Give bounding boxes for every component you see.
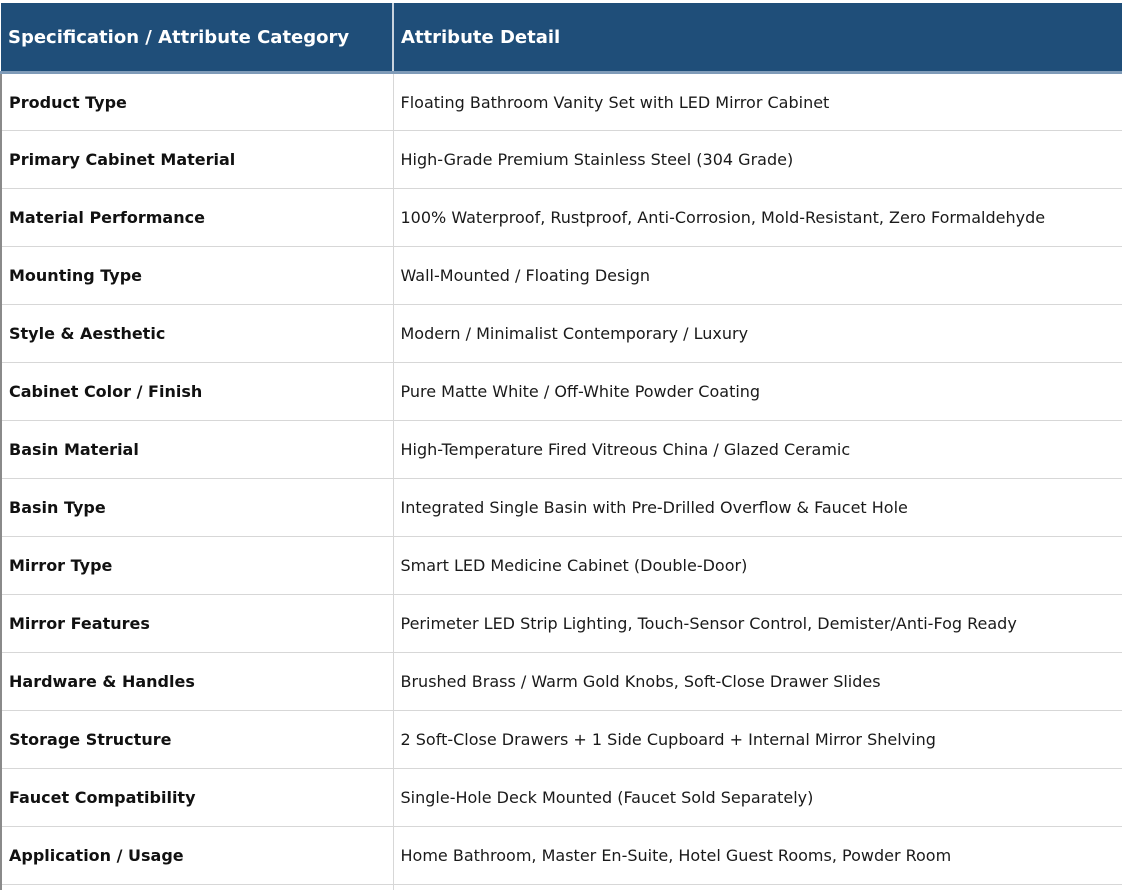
- category-cell: Basin Material: [1, 421, 393, 479]
- category-cell: [1, 885, 393, 890]
- category-cell: Basin Type: [1, 479, 393, 537]
- category-cell: Style & Aesthetic: [1, 305, 393, 363]
- detail-cell: Brushed Brass / Warm Gold Knobs, Soft-Close Drawer Slides: [393, 653, 1122, 711]
- table-header-row: [1, 2, 1122, 73]
- category-cell: Mirror Features: [1, 595, 393, 653]
- category-cell: Faucet Compatibility: [1, 769, 393, 827]
- table-body: [1, 73, 1122, 890]
- table-row: [1, 189, 1122, 247]
- table-row: [1, 595, 1122, 653]
- detail-cell: 100% Waterproof, Rustproof, Anti-Corrosion, Mold-Resistant, Zero Formaldehyde: [393, 189, 1122, 247]
- table-row: [1, 421, 1122, 479]
- table-row: [1, 247, 1122, 305]
- category-cell: Product Type: [1, 73, 393, 131]
- category-cell: Application / Usage: [1, 827, 393, 885]
- table-row: [1, 827, 1122, 885]
- detail-cell: Single-Hole Deck Mounted (Faucet Sold Separately): [393, 769, 1122, 827]
- category-cell: Cabinet Color / Finish: [1, 363, 393, 421]
- detail-cell: [393, 885, 1122, 890]
- column-header-category: Specification / Attribute Category: [1, 2, 393, 73]
- table-row: [1, 479, 1122, 537]
- category-cell: Material Performance: [1, 189, 393, 247]
- detail-cell: Integrated Single Basin with Pre-Drilled Overflow & Faucet Hole: [393, 479, 1122, 537]
- detail-cell: Floating Bathroom Vanity Set with LED Mirror Cabinet: [393, 73, 1122, 131]
- category-cell: Primary Cabinet Material: [1, 131, 393, 189]
- table-row: [1, 769, 1122, 827]
- table-row: [1, 73, 1122, 131]
- detail-cell: High-Grade Premium Stainless Steel (304 Grade): [393, 131, 1122, 189]
- table-row: [1, 363, 1122, 421]
- table-row: [1, 885, 1122, 890]
- detail-cell: Perimeter LED Strip Lighting, Touch-Sensor Control, Demister/Anti-Fog Ready: [393, 595, 1122, 653]
- category-cell: Hardware & Handles: [1, 653, 393, 711]
- detail-cell: Modern / Minimalist Contemporary / Luxury: [393, 305, 1122, 363]
- category-cell: Mirror Type: [1, 537, 393, 595]
- table-row: [1, 131, 1122, 189]
- detail-cell: Home Bathroom, Master En-Suite, Hotel Guest Rooms, Powder Room: [393, 827, 1122, 885]
- table-row: [1, 711, 1122, 769]
- detail-cell: Wall-Mounted / Floating Design: [393, 247, 1122, 305]
- table-row: [1, 653, 1122, 711]
- detail-cell: Smart LED Medicine Cabinet (Double-Door): [393, 537, 1122, 595]
- detail-cell: High-Temperature Fired Vitreous China / Glazed Ceramic: [393, 421, 1122, 479]
- detail-cell: 2 Soft-Close Drawers + 1 Side Cupboard + Internal Mirror Shelving: [393, 711, 1122, 769]
- category-cell: Storage Structure: [1, 711, 393, 769]
- detail-cell: Pure Matte White / Off-White Powder Coating: [393, 363, 1122, 421]
- table-row: [1, 305, 1122, 363]
- table-row: [1, 537, 1122, 595]
- category-cell: Mounting Type: [1, 247, 393, 305]
- column-header-detail: Attribute Detail: [393, 2, 1122, 73]
